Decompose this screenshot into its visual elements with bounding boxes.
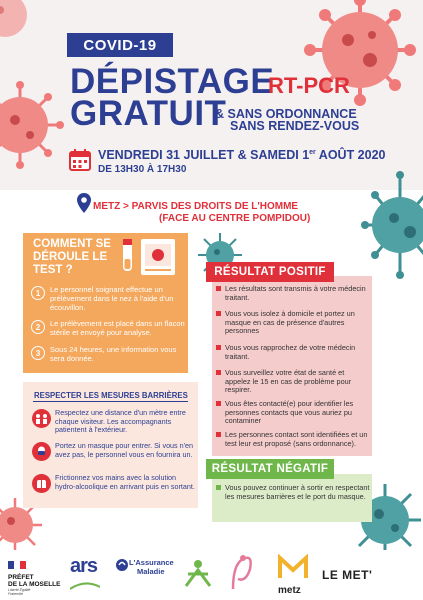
step-text: Le personnel soignant effectue un prélèvement dans le nez à l'aide d'un écouvillon. xyxy=(50,285,174,312)
positive-item-text: Les personnes contact sont identifiées et un test leur est proposé (sans ordonnance). xyxy=(225,430,368,448)
step-number: 1 xyxy=(31,286,45,300)
positive-result-panel xyxy=(212,276,372,456)
barrier-measures-panel xyxy=(23,382,198,508)
positive-item-text: Vous vous rapprochez de votre médecin traitant. xyxy=(225,343,356,361)
how-test-title: COMMENT SE DÉROULE LE TEST ? xyxy=(33,238,111,276)
virus-top-left-icon xyxy=(0,0,40,50)
negative-result-panel xyxy=(212,474,372,522)
calendar-icon xyxy=(68,148,92,172)
partner-logos xyxy=(0,550,423,600)
negative-item-text: Vous pouvez continuer à sortir en respectant les mesures barrières et le port du masque. xyxy=(225,483,370,501)
distance-icon xyxy=(32,409,51,428)
title-gratuit: GRATUIT xyxy=(70,94,227,133)
bullet-icon xyxy=(216,432,221,437)
positive-result-heading: RÉSULTAT POSITIF xyxy=(206,262,334,282)
positive-item-text: Vous êtes contacté(e) pour identifier les personnes contacts que vous auriez pu contaminer xyxy=(225,399,354,426)
marianne-icon xyxy=(8,561,26,569)
bullet-icon xyxy=(216,311,221,316)
step-text: Le prélèvement est placé dans un flacon stérile et envoyé pour analyse. xyxy=(50,319,185,337)
lemet-logo: LE MET' xyxy=(322,568,373,582)
mask-icon xyxy=(32,442,51,461)
barrier-text: Frictionnez vos mains avec la solution hydro-alcoolique en arrivant puis en sortant. xyxy=(55,473,195,491)
how-test-panel xyxy=(23,233,188,373)
bullet-icon xyxy=(216,401,221,406)
location-landmark: (FACE AU CENTRE POMPIDOU) xyxy=(159,213,311,224)
bullet-icon xyxy=(216,286,221,291)
barrier-divider xyxy=(33,401,188,402)
title-rtpcr: RT-PCR xyxy=(268,73,350,98)
step-text: Sous 24 heures, une information vous sera donnée. xyxy=(50,345,177,363)
ordre-logo xyxy=(228,554,258,597)
metz-m-icon xyxy=(278,554,308,580)
ars-logo: ars xyxy=(70,555,100,596)
step-number: 2 xyxy=(31,320,45,334)
negative-result-heading: RÉSULTAT NÉGATIF xyxy=(206,459,334,479)
barrier-title: RESPECTER LES MESURES BARRIÈRES xyxy=(34,391,188,400)
barrier-text: Portez un masque pour entrer. Si vous n'en avez pas, le personnel vous en fournira un. xyxy=(55,441,194,459)
subtitle-sans-ordonnance: & SANS ORDONNANCE xyxy=(215,107,357,121)
barrier-text: Respectez une distance d'un mètre entre chaque visiteur. Les accompagnants patientent à l'extérieur. xyxy=(55,408,186,434)
test-tube-icon xyxy=(119,237,179,277)
positive-item-text: Les résultats sont transmis à votre médecin traitant. xyxy=(225,284,366,302)
positive-item-text: Vous vous isolez à domicile et portez un masque en cas de présence d'autres personnes xyxy=(225,309,355,336)
assurance-maladie-icon xyxy=(115,558,129,572)
assurance-maladie-logo: L'Assurance Maladie xyxy=(115,558,170,577)
ars-swoosh-icon xyxy=(70,581,100,591)
date-hours: DE 13H30 À 17H30 xyxy=(98,164,187,175)
hospital-figure-icon xyxy=(178,558,218,588)
subtitle-sans-rendez-vous: SANS RENDEZ-VOUS xyxy=(230,119,360,133)
positive-item-text: Vous surveillez votre état de santé et appelez le 15 en cas de problème pour respirer. xyxy=(225,368,352,395)
hands-icon xyxy=(32,474,51,493)
covid-badge: COVID-19 xyxy=(67,33,173,57)
bullet-icon xyxy=(216,345,221,350)
location-address: METZ > PARVIS DES DROITS DE L'HOMME xyxy=(93,201,299,212)
date-ribbon xyxy=(68,145,388,187)
step-number: 3 xyxy=(31,346,45,360)
bullet-icon xyxy=(216,370,221,375)
hospital-logo xyxy=(178,558,218,593)
date-days: VENDREDI 31 JUILLET & SAMEDI 1er AOÛT 2020 xyxy=(98,148,386,162)
prefet-logo: PRÉFET DE LA MOSELLE Liberté Égalité Fraternité xyxy=(8,556,58,596)
location-pin-icon xyxy=(77,193,91,213)
title-depistage: DÉPISTAGE xyxy=(70,62,275,101)
bullet-icon xyxy=(216,485,221,490)
ordre-swirl-icon xyxy=(228,554,258,592)
virus-left-icon xyxy=(0,80,65,170)
metz-logo: metz xyxy=(278,554,314,596)
